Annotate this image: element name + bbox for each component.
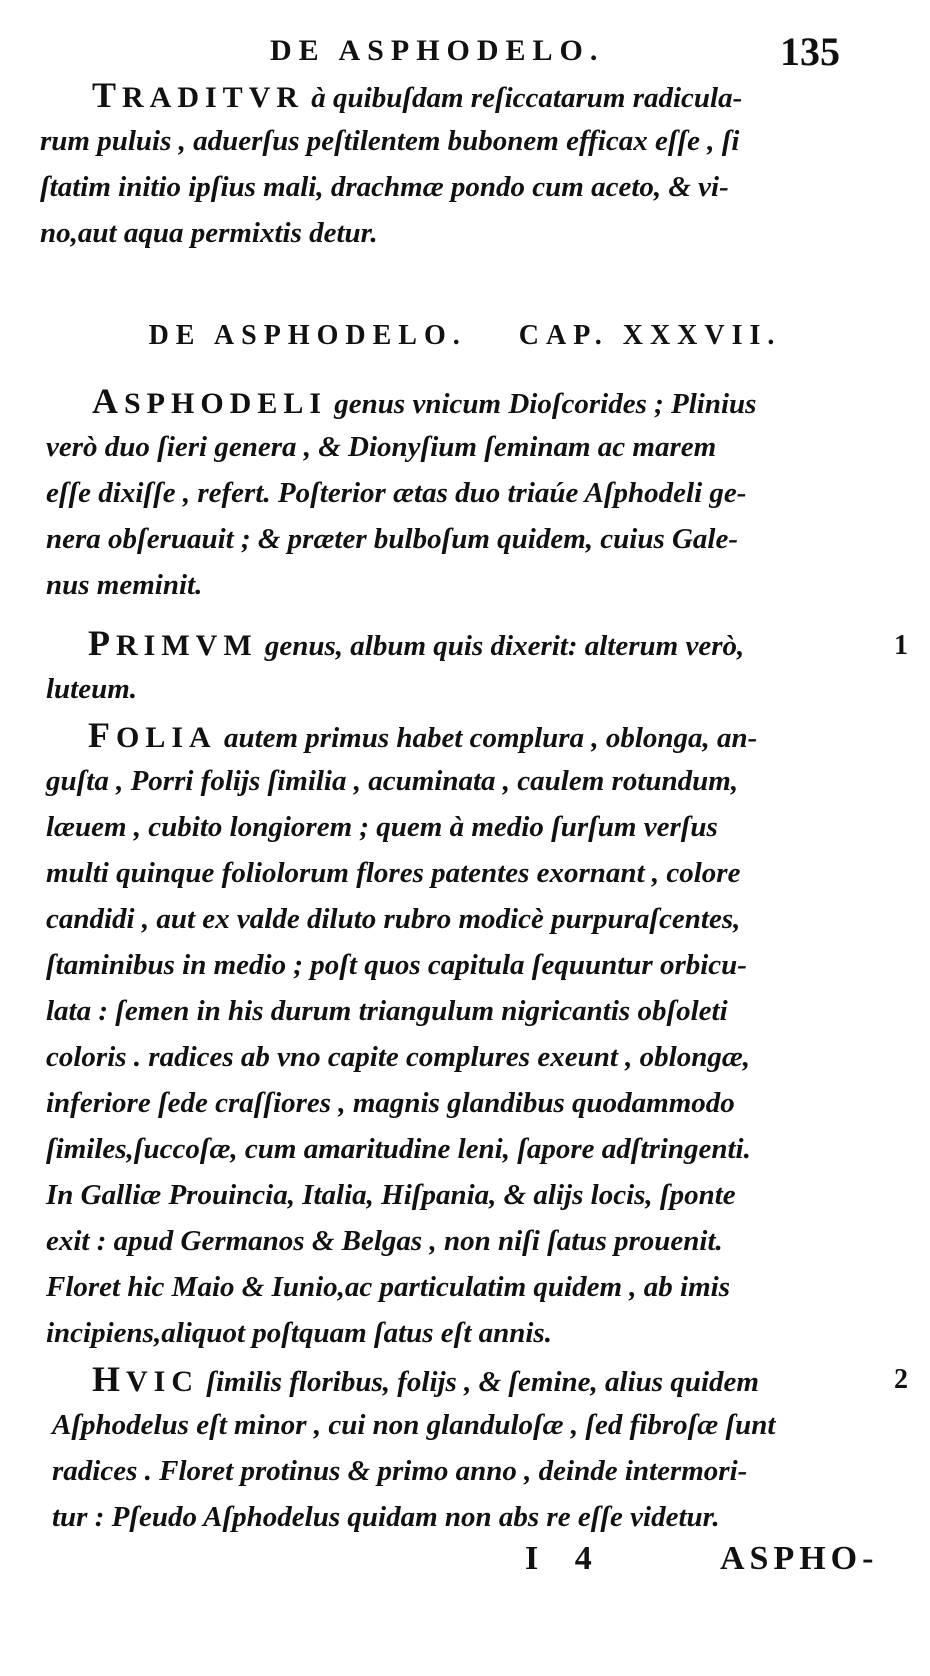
text-line <box>40 72 860 118</box>
line-text: autem primus habet complura , oblonga, an- <box>223 722 758 754</box>
text-line: radices . Floret protinus & primo anno , deinde intermori- <box>52 1455 748 1487</box>
page-number: 135 <box>780 29 840 74</box>
marginal-number: 2 <box>894 1364 908 1395</box>
text-line: In Galliæ Prouincia, Italia, Hiſpania, & alijs locis, ſponte <box>46 1179 736 1211</box>
text-line: Floret hic Maio & Iunio,ac particulatim quidem , ab imis <box>46 1271 730 1303</box>
lead-word: FOLIA <box>88 715 217 755</box>
lead-word: HVIC <box>92 1359 200 1399</box>
chapter-title: DE ASPHODELO. <box>148 320 467 351</box>
text-line <box>46 712 866 758</box>
text-line: candidi , aut ex valde diluto rubro modicè purpuraſcentes, <box>46 903 741 935</box>
text-line: luteum. <box>46 673 138 705</box>
text-line: ſimiles,ſuccoſæ, cum amaritudine leni, ſapore adſtringenti. <box>46 1133 751 1165</box>
text-line <box>52 1356 872 1402</box>
page-footer <box>0 1540 930 1590</box>
marginal-number: 1 <box>894 630 908 661</box>
line-text: à quibuſdam reſiccatarum radicula- <box>311 82 743 114</box>
text-line: ſtaminibus in medio ; poſt quos capitula ſequuntur orbicu- <box>46 949 747 981</box>
text-line: exit : apud Germanos & Belgas , non niſi ſatus prouenit. <box>46 1225 723 1257</box>
paragraph-primum <box>46 620 866 712</box>
chapter-number: CAP. XXXVII. <box>518 320 782 351</box>
text-line: coloris . radices ab vno capite complures exeunt , oblongæ, <box>46 1041 751 1073</box>
paragraph-asphodeli <box>46 378 866 608</box>
running-title: DE ASPHODELO. <box>270 34 605 67</box>
text-line: multi quinque foliolorum flores patentes exornant , colore <box>46 857 741 889</box>
catchword: ASPHO- <box>720 1540 879 1577</box>
text-line: incipiens,aliquot poſtquam ſatus eſt annis. <box>46 1317 552 1349</box>
lead-word: TRADITVR <box>92 75 305 115</box>
lead-word: ASPHODELI <box>92 381 328 421</box>
text-line: guſta , Porri folijs ſimilia , acuminata , caulem rotundum, <box>46 765 739 797</box>
text-line: verò duo ſieri genera , & Dionyſium ſeminam ac marem <box>46 431 717 463</box>
intro-paragraph <box>40 72 860 256</box>
text-line <box>46 378 866 424</box>
text-line <box>46 620 866 666</box>
text-line: ſtatim initio ipſius mali, drachmæ pondo cum aceto, & vi- <box>40 171 729 203</box>
lead-word: PRIMVM <box>88 623 258 663</box>
text-line: tur : Pſeudo Aſphodelus quidam non abs re eſſe videtur. <box>52 1501 720 1533</box>
line-text: genus, album quis dixerit: alterum verò, <box>264 630 745 662</box>
signature-mark: I 4 <box>525 1540 606 1577</box>
text-line: lata : ſemen in his durum triangulum nigricantis obſoleti <box>46 995 728 1027</box>
text-line: no,aut aqua permixtis detur. <box>40 217 378 249</box>
text-line: Aſphodelus eſt minor , cui non glanduloſæ , ſed fibroſæ ſunt <box>52 1409 776 1441</box>
line-text: genus vnicum Dioſcorides ; Plinius <box>334 388 757 420</box>
text-line: eſſe dixiſſe , refert. Poſterior ætas duo triaúe Aſphodeli ge- <box>46 477 747 509</box>
text-line: inferiore ſede craſſiores , magnis glandibus quodammodo <box>46 1087 735 1119</box>
line-text: ſimilis floribus, folijs , & ſemine, alius quidem <box>206 1366 759 1398</box>
running-head <box>0 28 930 78</box>
text-line: rum puluis , aduerſus peſtilentem bubonem efficax eſſe , ſi <box>40 125 740 157</box>
text-line: nera obſeruauit ; & præter bulboſum quidem, cuius Gale- <box>46 523 739 555</box>
chapter-heading <box>0 320 930 352</box>
paragraph-huic <box>52 1356 872 1540</box>
text-line: læuem , cubito longiorem ; quem à medio ſurſum verſus <box>46 811 718 843</box>
text-line: nus meminit. <box>46 569 203 601</box>
paragraph-folia <box>46 712 866 1356</box>
